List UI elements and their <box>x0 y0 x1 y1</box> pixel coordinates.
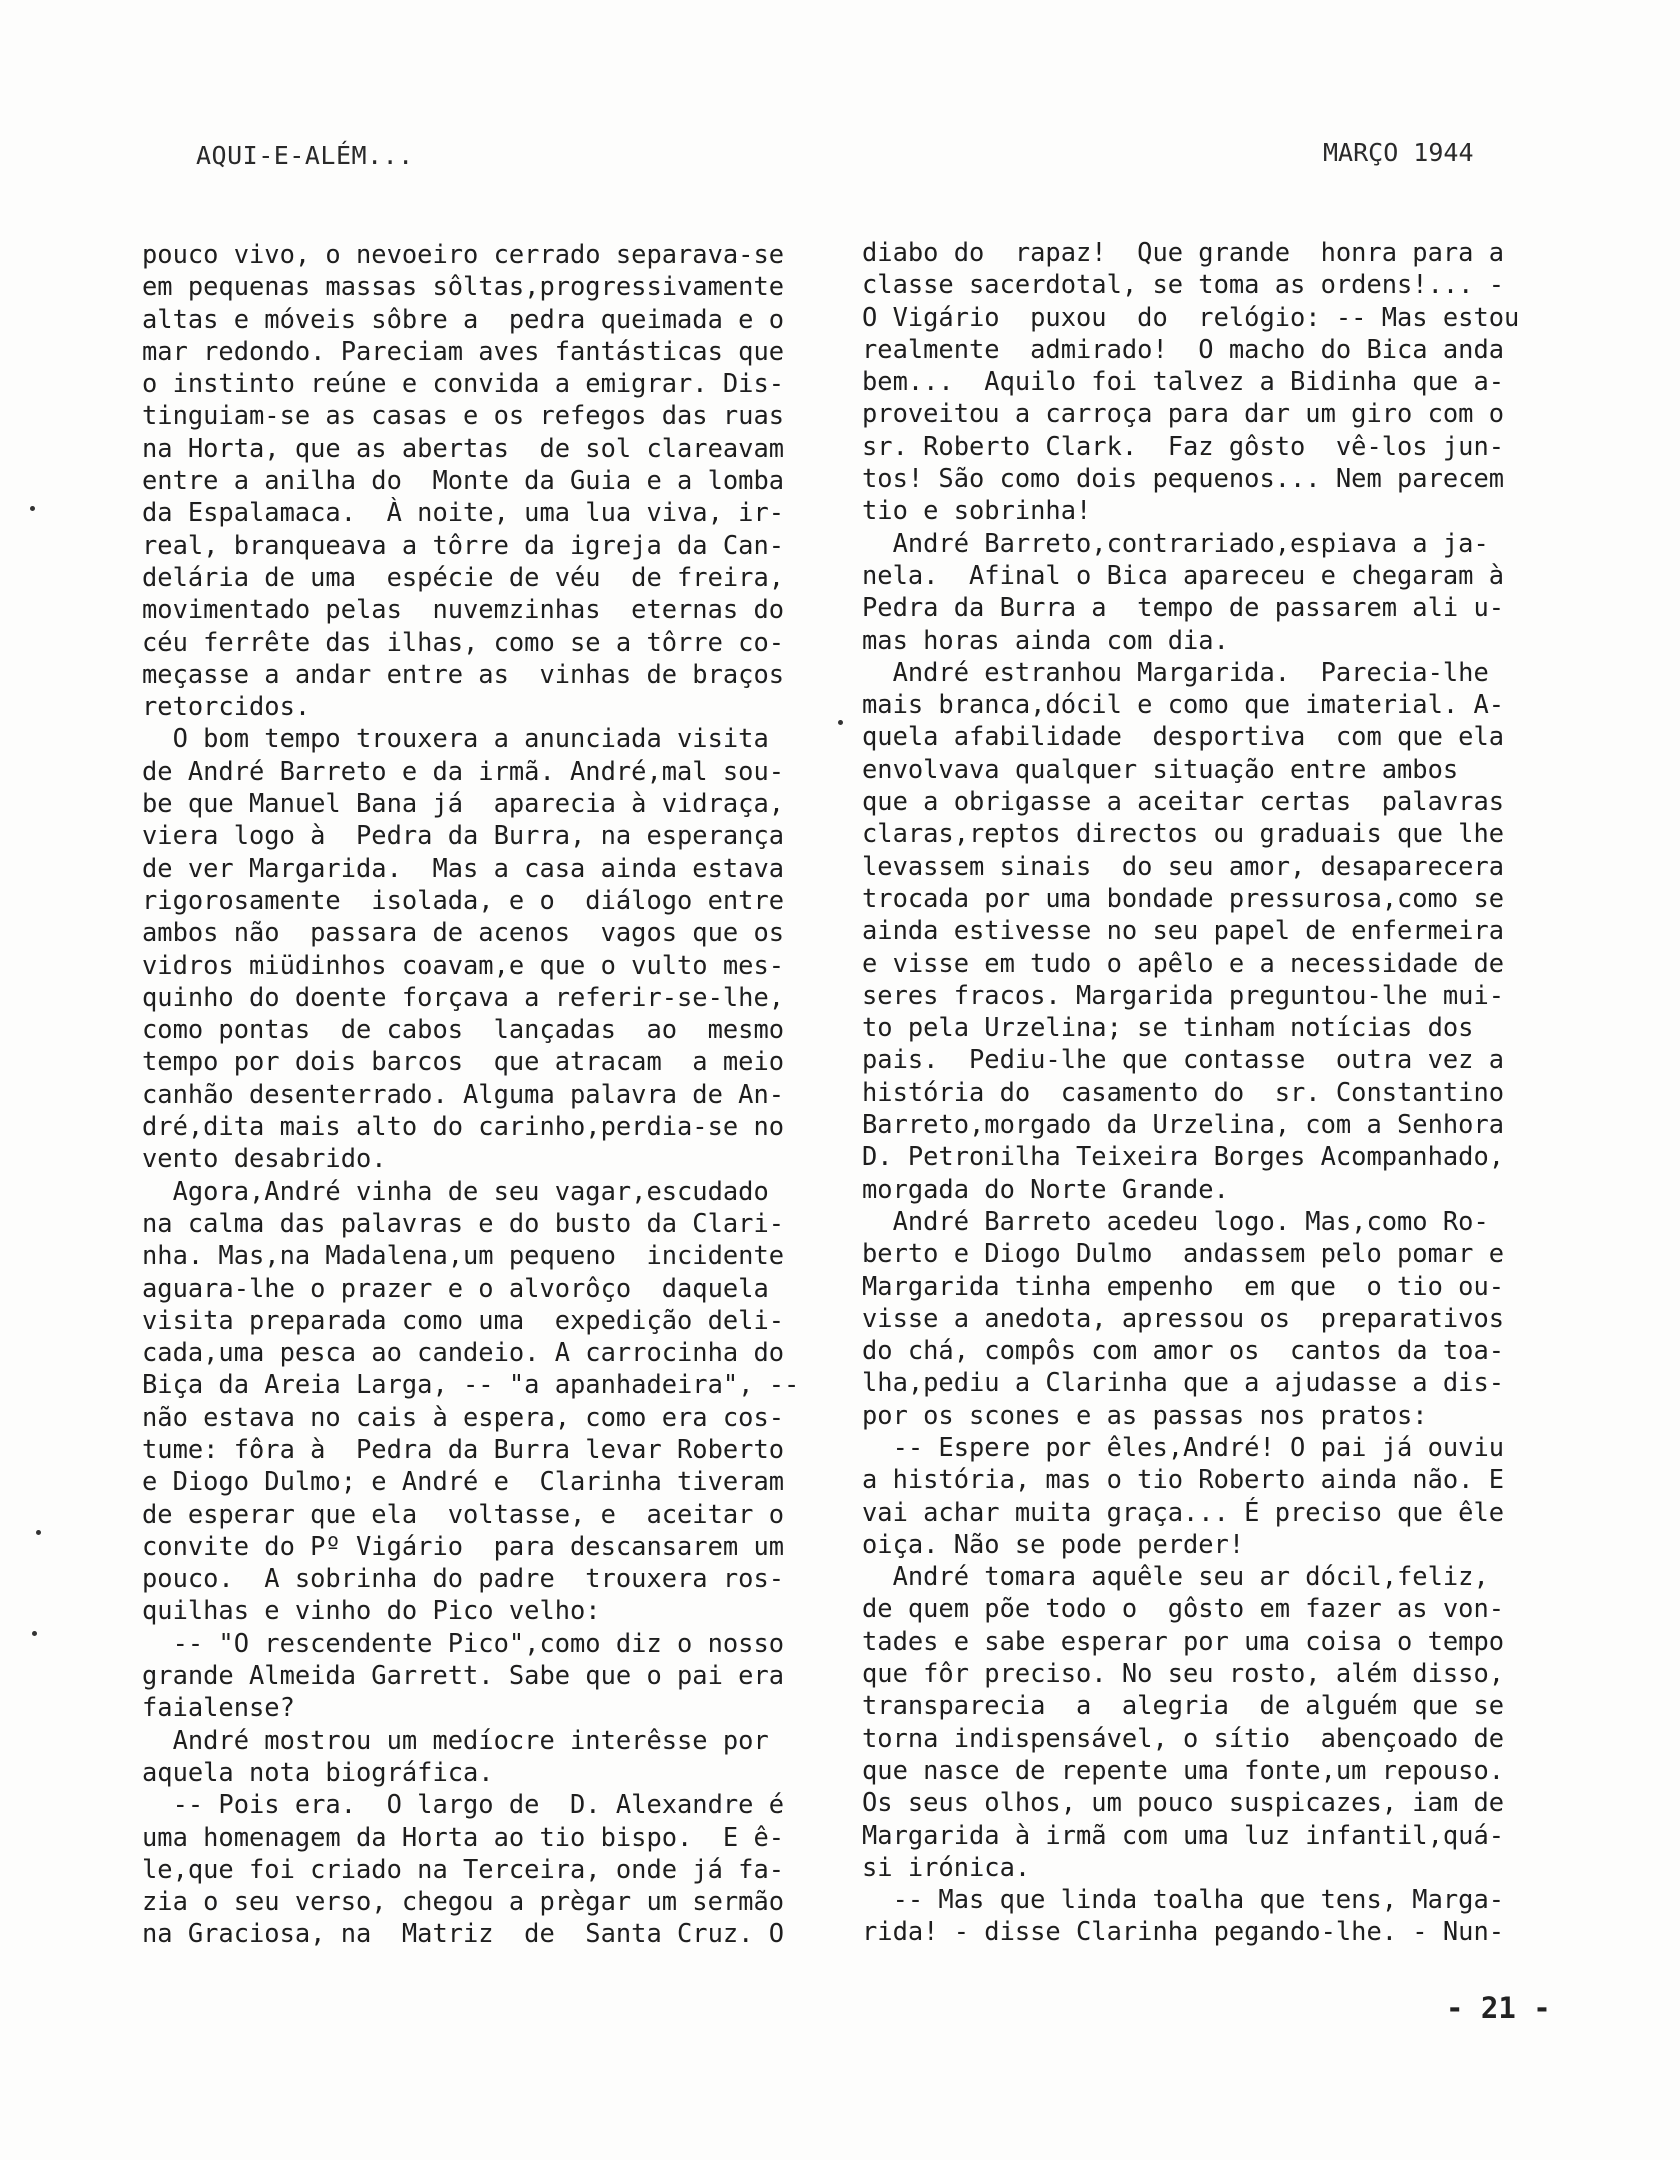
text-line: ainda estivesse no seu papel de enfermeira <box>862 915 1505 946</box>
text-line: Margarida tinha empenho em que o tio ou- <box>862 1270 1505 1301</box>
text-line: nela. Afinal o Bica apareceu e chegaram à <box>862 559 1505 590</box>
text-line: dré,dita mais alto do carinho,perdia-se no <box>142 1111 785 1142</box>
text-line: não estava no cais à espera, como era cos- <box>142 1401 785 1432</box>
text-line: trocada por uma bondade pressurosa,como se <box>862 882 1505 913</box>
text-line: realmente admirado! O macho do Bica anda <box>862 333 1505 364</box>
text-line: ambos não passara de acenos vagos que os <box>142 917 785 948</box>
text-line: da Espalamaca. À noite, uma lua viva, ir- <box>142 497 785 528</box>
text-line: Margarida à irmã com uma luz infantil,quá- <box>862 1819 1505 1850</box>
text-line: rida! - disse Clarinha pegando-lhe. - Nun- <box>862 1916 1505 1947</box>
text-line: morgada do Norte Grande. <box>862 1173 1229 1204</box>
text-line: Biça da Areia Larga, -- "a apanhadeira", -- <box>142 1369 800 1400</box>
text-line: tades e sabe esperar por uma coisa o tempo <box>862 1625 1505 1656</box>
text-line: -- Espere por êles,André! O pai já ouviu <box>862 1431 1505 1462</box>
text-line: quela afabilidade desportiva com que ela <box>862 721 1505 752</box>
running-header-date: MARÇO 1944 <box>1323 138 1474 167</box>
text-line: Agora,André vinha de seu vagar,escudado <box>142 1175 769 1206</box>
right-text-column <box>862 236 1532 1948</box>
text-line: tinguiam-se as casas e os refegos das ruas <box>142 400 785 431</box>
text-line: de André Barreto e da irmã. André,mal sou- <box>142 755 785 786</box>
text-line: grande Almeida Garrett. Sabe que o pai era <box>142 1660 785 1691</box>
text-line: do chá, compôs com amor os cantos da toa- <box>862 1335 1505 1366</box>
text-line: seres fracos. Margarida preguntou-lhe mui- <box>862 979 1505 1010</box>
text-line: O Vigário puxou do relógio: -- Mas estou <box>862 301 1520 332</box>
text-line: convite do Pº Vigário para descansarem um <box>142 1530 785 1561</box>
text-line: zia o seu verso, chegou a prègar um sermão <box>142 1886 785 1917</box>
text-line: classe sacerdotal, se toma as ordens!... - <box>862 269 1505 300</box>
text-line: quinho do doente forçava a referir-se-lhe, <box>142 981 785 1012</box>
text-line: rigorosamente isolada, e o diálogo entre <box>142 884 785 915</box>
text-line: entre a anilha do Monte da Guia e a lomba <box>142 465 785 496</box>
text-line: transparecia a alegria de alguém que se <box>862 1690 1505 1721</box>
text-line: meçasse a andar entre as vinhas de braços <box>142 658 785 689</box>
text-line: céu ferrête das ilhas, como se a tôrre co- <box>142 626 785 657</box>
text-line: tempo por dois barcos que atracam a meio <box>142 1046 785 1077</box>
text-line: berto e Diogo Dulmo andassem pelo pomar e <box>862 1238 1505 1269</box>
text-line: vai achar muita graça... É preciso que êle <box>862 1496 1505 1527</box>
text-line: diabo do rapaz! Que grande honra para a <box>862 237 1505 267</box>
scan-speck <box>838 720 843 725</box>
text-line: D. Petronilha Teixeira Borges Acompanhado, <box>862 1141 1505 1172</box>
text-line: sr. Roberto Clark. Faz gôsto vê-los jun- <box>862 430 1505 461</box>
text-line: visse a anedota, apressou os preparativos <box>862 1302 1505 1333</box>
left-text-column <box>142 238 812 1950</box>
text-line: be que Manuel Bana já aparecia à vidraça, <box>142 788 785 819</box>
text-line: retorcidos. <box>142 691 311 722</box>
text-line: André Barreto,contrariado,espiava a ja- <box>862 527 1489 558</box>
text-line: de esperar que ela voltasse, e aceitar o <box>142 1498 785 1529</box>
text-line: -- "O rescendente Pico",como diz o nosso <box>142 1627 785 1658</box>
text-line: aquela nota biográfica. <box>142 1756 494 1787</box>
text-line: de quem põe todo o gôsto em fazer as von- <box>862 1593 1505 1624</box>
text-line: pais. Pediu-lhe que contasse outra vez a <box>862 1044 1505 1075</box>
text-line: altas e móveis sôbre a pedra queimada e o <box>142 303 785 334</box>
text-line: na calma das palavras e do busto da Clari- <box>142 1207 785 1238</box>
text-line: to pela Urzelina; se tinham notícias dos <box>862 1012 1474 1043</box>
text-line: claras,reptos directos ou graduais que lhe <box>862 818 1505 849</box>
text-line: que nasce de repente uma fonte,um repouso. <box>862 1754 1505 1785</box>
text-line: delária de uma espécie de véu de freira, <box>142 561 785 592</box>
text-line: Barreto,morgado da Urzelina, com a Senhora <box>862 1109 1505 1140</box>
text-line: em pequenas massas sôltas,progressivamente <box>142 271 785 302</box>
text-line: e visse em tudo o apêlo e a necessidade de <box>862 947 1505 978</box>
text-line: vidros miüdinhos coavam,e que o vulto mes- <box>142 949 785 980</box>
text-line: por os scones e as passas nos pratos: <box>862 1399 1428 1430</box>
text-line: André Barreto acedeu logo. Mas,como Ro- <box>862 1205 1489 1236</box>
page-number: - 21 - <box>1446 1991 1551 2025</box>
text-line: que fôr preciso. No seu rosto, além disso, <box>862 1658 1505 1689</box>
text-line: O bom tempo trouxera a anunciada visita <box>142 723 769 754</box>
text-line: e Diogo Dulmo; e André e Clarinha tiveram <box>142 1466 785 1497</box>
text-line: quilhas e vinho do Pico velho: <box>142 1595 601 1626</box>
text-line: canhão desenterrado. Alguma palavra de An- <box>142 1078 785 1109</box>
text-line: lha,pediu a Clarinha que a ajudasse a dis- <box>862 1367 1505 1398</box>
text-line: Pedra da Burra a tempo de passarem ali u- <box>862 592 1505 623</box>
text-line: real, branqueava a tôrre da igreja da Can- <box>142 529 785 560</box>
text-line: Os seus olhos, um pouco suspicazes, iam de <box>862 1787 1505 1818</box>
text-line: André tomara aquêle seu ar dócil,feliz, <box>862 1561 1489 1592</box>
text-line: o instinto reúne e convida a emigrar. Dis- <box>142 368 785 399</box>
text-line: na Horta, que as abertas de sol clareavam <box>142 432 785 463</box>
text-line: viera logo à Pedra da Burra, na esperança <box>142 820 785 851</box>
text-line: proveitou a carroça para dar um giro com o <box>862 398 1505 429</box>
text-line: tume: fôra à Pedra da Burra levar Roberto <box>142 1433 785 1464</box>
text-line: como pontas de cabos lançadas ao mesmo <box>142 1014 785 1045</box>
text-line: mas horas ainda com dia. <box>862 624 1229 655</box>
text-line: envolvava qualquer situação entre ambos <box>862 753 1459 784</box>
text-line: levassem sinais do seu amor, desaparecera <box>862 850 1505 881</box>
text-line: aguara-lhe o prazer e o alvorôço daquela <box>142 1272 769 1303</box>
text-line: si irónica. <box>862 1851 1031 1882</box>
text-line: André mostrou um medíocre interêsse por <box>142 1724 769 1755</box>
text-line: nha. Mas,na Madalena,um pequeno incidente <box>142 1240 785 1271</box>
text-line: a história, mas o tio Roberto ainda não. E <box>862 1464 1505 1495</box>
text-line: cada,uma pesca ao candeio. A carrocinha do <box>142 1337 785 1368</box>
text-line: visita preparada como uma expedição deli- <box>142 1304 785 1335</box>
text-line: pouco vivo, o nevoeiro cerrado separava-se <box>142 239 785 269</box>
text-line: oiça. Não se pode perder! <box>862 1528 1245 1559</box>
text-line: torna indispensável, o sítio abençoado de <box>862 1722 1505 1753</box>
text-line: -- Pois era. O largo de D. Alexandre é <box>142 1789 785 1820</box>
text-line: de ver Margarida. Mas a casa ainda estava <box>142 852 785 883</box>
text-line: história do casamento do sr. Constantino <box>862 1076 1505 1107</box>
text-line: que a obrigasse a aceitar certas palavras <box>862 786 1505 817</box>
text-line: mais branca,dócil e como que imaterial. A- <box>862 689 1505 720</box>
running-header-title: AQUI-E-ALÉM... <box>196 141 414 170</box>
text-line: uma homenagem da Horta ao tio bispo. E ê- <box>142 1821 785 1852</box>
text-line: le,que foi criado na Terceira, onde já fa- <box>142 1853 785 1884</box>
scan-speck <box>30 506 35 511</box>
text-line: faialense? <box>142 1692 295 1723</box>
text-line: André estranhou Margarida. Parecia-lhe <box>862 656 1489 687</box>
scan-speck <box>32 1631 37 1636</box>
text-line: mar redondo. Pareciam aves fantásticas que <box>142 335 785 366</box>
text-line: pouco. A sobrinha do padre trouxera ros- <box>142 1563 785 1594</box>
text-line: movimentado pelas nuvemzinhas eternas do <box>142 594 785 625</box>
text-line: bem... Aquilo foi talvez a Bidinha que a- <box>862 366 1505 397</box>
text-line: tio e sobrinha! <box>862 495 1092 526</box>
text-line: -- Mas que linda toalha que tens, Marga- <box>862 1884 1505 1915</box>
text-line: tos! São como dois pequenos... Nem parecem <box>862 463 1505 494</box>
scan-speck <box>36 1530 41 1535</box>
text-line: na Graciosa, na Matriz de Santa Cruz. O <box>142 1918 785 1949</box>
text-line: vento desabrido. <box>142 1143 387 1174</box>
